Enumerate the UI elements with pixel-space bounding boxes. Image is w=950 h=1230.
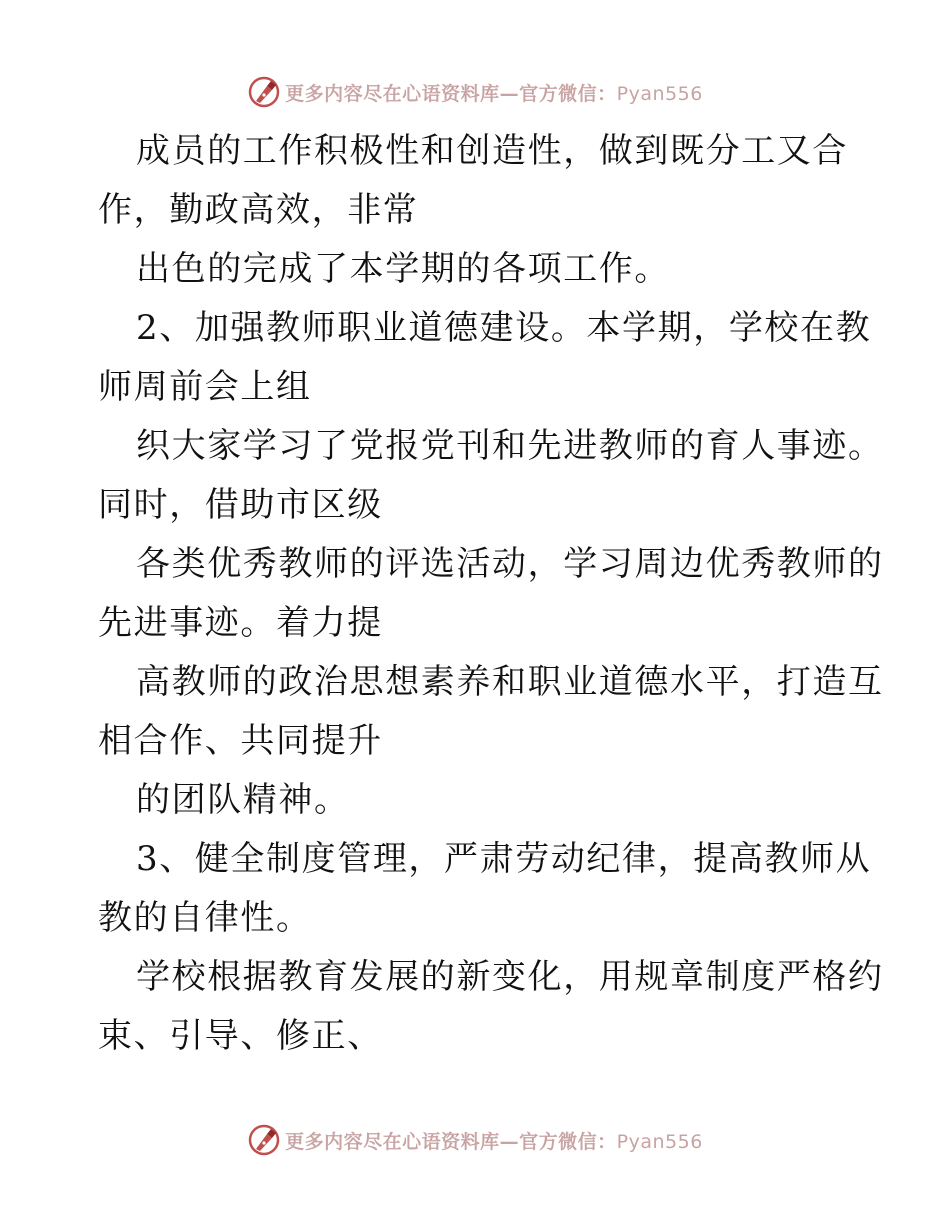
body-line: 织大家学习了党报党刊和先进教师的育人事迹。 (136, 426, 884, 466)
footer-watermark-id: Pyan556 (616, 1130, 703, 1153)
body-line: 各类优秀教师的评选活动，学习周边优秀教师的 (136, 544, 884, 584)
body-line: 出色的完成了本学期的各项工作。 (136, 249, 670, 289)
pen-nib-logo-icon (247, 1123, 281, 1157)
body-line: 束、引导、修正、 (98, 1016, 383, 1056)
document-body (98, 122, 884, 1066)
body-line: 教的自律性。 (98, 898, 312, 938)
body-line: 学校根据教育发展的新变化，用规章制度严格约 (136, 957, 884, 997)
body-line: 成员的工作积极性和创造性，做到既分工又合 (136, 131, 848, 171)
header-watermark (0, 72, 950, 112)
body-line: 相合作、共同提升 (98, 721, 383, 761)
body-line: 3、健全制度管理，严肃劳动纪律，提高教师从 (136, 839, 872, 879)
body-line: 师周前会上组 (98, 367, 312, 407)
body-line: 高教师的政治思想素养和职业道德水平，打造互 (136, 662, 884, 702)
header-watermark-id: Pyan556 (616, 82, 703, 105)
body-line: 2、加强教师职业道德建设。本学期，学校在教 (136, 308, 872, 348)
footer-watermark-text: 更多内容尽在心语资料库—官方微信：Pyan556 (285, 1130, 703, 1153)
footer-watermark (0, 1120, 950, 1160)
pen-nib-logo-icon (247, 75, 281, 109)
header-watermark-text: 更多内容尽在心语资料库—官方微信：Pyan556 (285, 82, 703, 105)
body-line: 同时，借助市区级 (98, 485, 383, 525)
body-line: 作，勤政高效，非常 (98, 190, 419, 230)
body-line: 的团队精神。 (136, 780, 350, 820)
body-line: 先进事迹。着力提 (98, 603, 383, 643)
